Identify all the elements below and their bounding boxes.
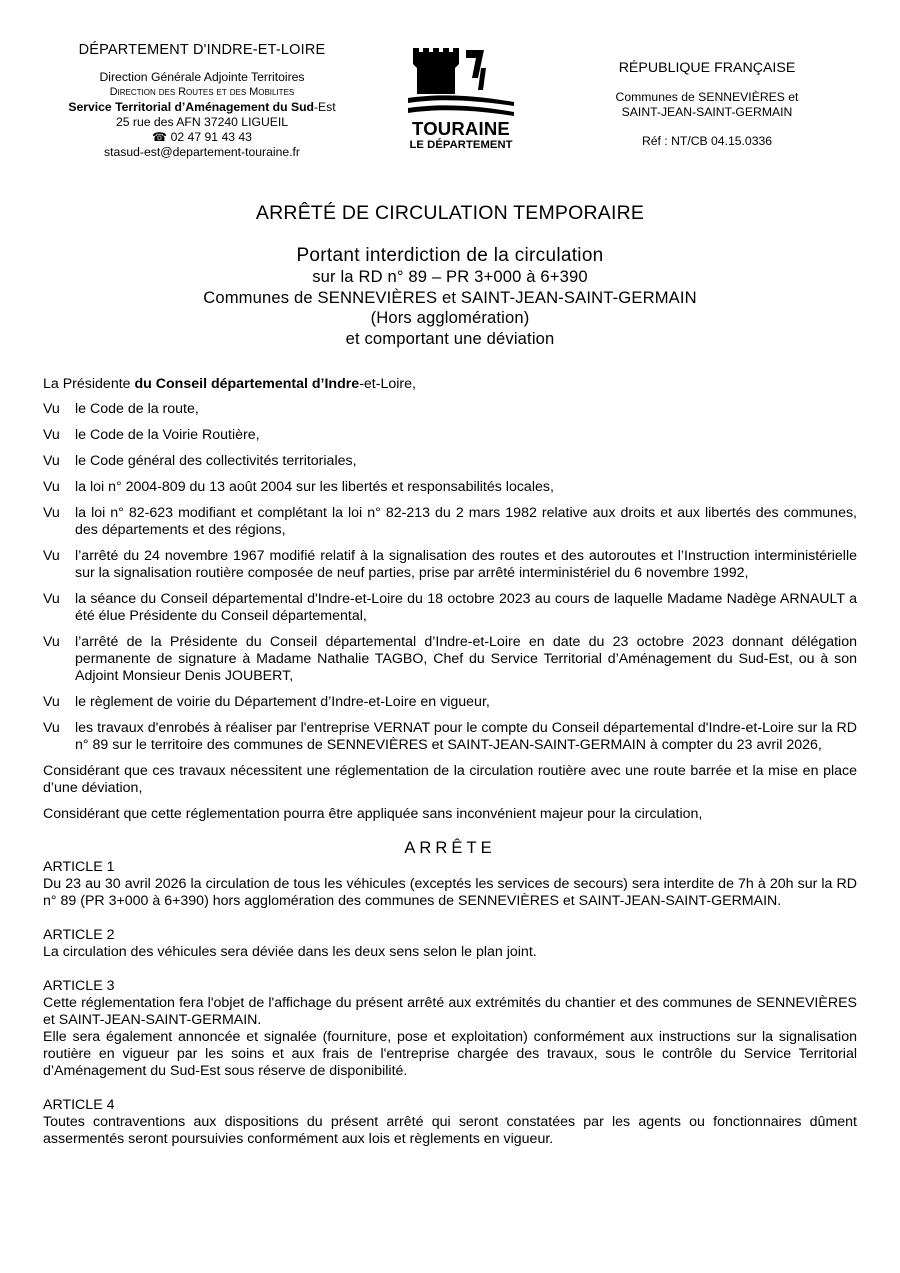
address: 25 rue des AFN 37240 LIGUEIL: [115, 115, 289, 129]
article-4-text: Toutes contraventions aux dispositions du présent arrêté qui seront constatées par les agents ou fonctionnaires dûment assermentés seront poursuivies conformément aux lois et règlements en vigueur.: [43, 1114, 857, 1147]
subtitle-line-5: et comportant une déviation: [345, 328, 555, 348]
service-line: [52, 100, 352, 115]
vu-text: le règlement de voirie du Département d’Indre-et-Loire en vigueur,: [75, 694, 490, 710]
considerant-1: Considérant que ces travaux nécessitent une réglementation de la circulation routière avec une route barrée et la mise en place d’une déviation,: [43, 763, 857, 796]
subtitle-line-2: sur la RD n° 89 – PR 3+000 à 6+390: [312, 267, 588, 286]
castle-tower-logo-icon: [396, 42, 526, 120]
subtitle-line-1: Portant interdiction de la circulation: [296, 245, 604, 266]
vu-label: Vu: [43, 427, 60, 443]
service-suffix: -Est: [313, 100, 336, 114]
article-1-text: Du 23 au 30 avril 2026 la circulation de tous les véhicules (exceptés les services de secours) sera interdite de 7h à 20h sur la RD n° 89 (PR 3+000 à 6+390) hors agglomération des communes de SENNEVIÈRES et SAINT-JEAN-SAINT-GERMAIN.: [43, 876, 857, 909]
vu-item: [43, 591, 857, 625]
vu-label: Vu: [43, 694, 60, 710]
vu-label: Vu: [43, 505, 60, 521]
vu-item: [43, 720, 857, 754]
department-name: DÉPARTEMENT D'INDRE-ET-LOIRE: [78, 42, 326, 58]
article-3-text-1: Cette réglementation fera l'objet de l'affichage du présent arrêté aux extrémités du chantier et des communes de SENNEVIÈRES et SAINT-JEAN-SAINT-GERMAIN.: [43, 995, 857, 1028]
vu-item: [43, 427, 857, 444]
vu-text: l’arrêté du 24 novembre 1967 modifié relatif à la signalisation des routes et des autoroutes et l’Instruction interministérielle sur la signalisation routière composée de neuf parties, prise par arrêté interministériel du 6 novembre 1992,: [75, 548, 857, 581]
document-title: ARRÊTÉ DE CIRCULATION TEMPORAIRE: [255, 202, 645, 224]
reference-number: Réf : NT/CB 04.15.0336: [641, 134, 773, 148]
article-1-heading: ARTICLE 1: [43, 859, 115, 875]
presidente-line: [43, 376, 857, 393]
article-2-text: La circulation des véhicules sera déviée dans les deux sens selon le plan joint.: [43, 944, 537, 960]
direction-generale: Direction Générale Adjointe Territoires: [99, 70, 305, 84]
logo-brand: TOURAINE: [412, 118, 510, 139]
vu-item: [43, 505, 857, 539]
presidente-suffix: -et-Loire,: [359, 376, 416, 392]
vu-label: Vu: [43, 453, 60, 469]
presidente-prefix: La Présidente: [43, 376, 135, 392]
vu-label: Vu: [43, 591, 60, 607]
vu-label: Vu: [43, 401, 60, 417]
vu-label: Vu: [43, 479, 60, 495]
vu-text: la séance du Conseil départemental d'Indre-et-Loire du 18 octobre 2023 au cours de laquelle Madame Nadège ARNAULT a été élue Présidente du Conseil départemental,: [75, 591, 857, 624]
vu-label: Vu: [43, 548, 60, 564]
logo-subtitle: LE DÉPARTEMENT: [409, 139, 513, 151]
touraine-logo: [396, 42, 526, 157]
vu-item: [43, 634, 857, 685]
service-name: Service Territorial d’Aménagement du Sud: [68, 100, 314, 114]
email: stasud-est@departement-touraine.fr: [104, 145, 300, 159]
vu-item: [43, 694, 857, 711]
communes-line-2: SAINT-JEAN-SAINT-GERMAIN: [621, 105, 793, 119]
vu-label: Vu: [43, 634, 60, 650]
article-2-heading: ARTICLE 2: [43, 927, 115, 943]
presidente-bold: du Conseil départemental d’Indre: [134, 376, 360, 392]
document-subtitle: [0, 244, 900, 349]
article-4-heading: ARTICLE 4: [43, 1097, 115, 1113]
republic-name: RÉPUBLIQUE FRANÇAISE: [618, 60, 796, 76]
vu-item: [43, 453, 857, 470]
article-3-heading: ARTICLE 3: [43, 978, 115, 994]
arrete-heading: ARRÊTE: [404, 838, 496, 857]
vu-item: [43, 548, 857, 582]
vu-item: [43, 401, 857, 418]
phone: ☎ 02 47 91 43 43: [152, 130, 252, 144]
vu-text: les travaux d'enrobés à réaliser par l'entreprise VERNAT pour le compte du Conseil départemental d'Indre-et-Loire sur la RD n° 89 sur le territoire des communes de SENNEVIÈRES et SAINT-JEAN-SAINT-GERMAIN à compter du 23 avril 2026,: [75, 720, 857, 753]
vu-text: la loi n° 2004-809 du 13 août 2004 sur les libertés et responsabilités locales,: [75, 479, 554, 495]
subtitle-line-4: (Hors agglomération): [370, 308, 530, 327]
vu-text: l’arrêté de la Présidente du Conseil départemental d’Indre-et-Loire en date du 23 octobre 2023 donnant délégation permanente de signature à Madame Nathalie TAGBO, Chef du Service Territorial d’Aménagement du Sud-Est, ou à son Adjoint Monsieur Denis JOUBERT,: [75, 634, 857, 684]
vu-text: le Code général des collectivités territoriales,: [75, 453, 357, 469]
communes-line-1: Communes de SENNEVIÈRES et: [615, 90, 799, 104]
vu-label: Vu: [43, 720, 60, 736]
republic-block: [577, 60, 837, 148]
article-3-text-2: Elle sera également annoncée et signalée (fourniture, pose et exploitation) conformément aux instructions sur la signalisation routière en vigueur par les soins et aux frais de l'entreprise chargée des travaux, sous le contrôle du Service Territorial d’Aménagement du Sud-Est sous réserve de disponibilité.: [43, 1029, 857, 1079]
direction-routes: Direction des Routes et des Mobilites: [109, 86, 295, 98]
subtitle-line-3: Communes de SENNEVIÈRES et SAINT-JEAN-SAINT-GERMAIN: [203, 287, 697, 307]
vu-item: [43, 479, 857, 496]
vu-text: le Code de la route,: [75, 401, 199, 417]
document-body: [43, 376, 857, 1148]
vu-text: la loi n° 82-623 modifiant et complétant la loi n° 82-213 du 2 mars 1982 relative aux droits et aux libertés des communes, des départements et des régions,: [75, 505, 857, 538]
considerant-2: Considérant que cette réglementation pourra être appliquée sans inconvénient majeur pour la circulation,: [43, 806, 703, 822]
vu-text: le Code de la Voirie Routière,: [75, 427, 260, 443]
issuer-block: [52, 42, 352, 160]
